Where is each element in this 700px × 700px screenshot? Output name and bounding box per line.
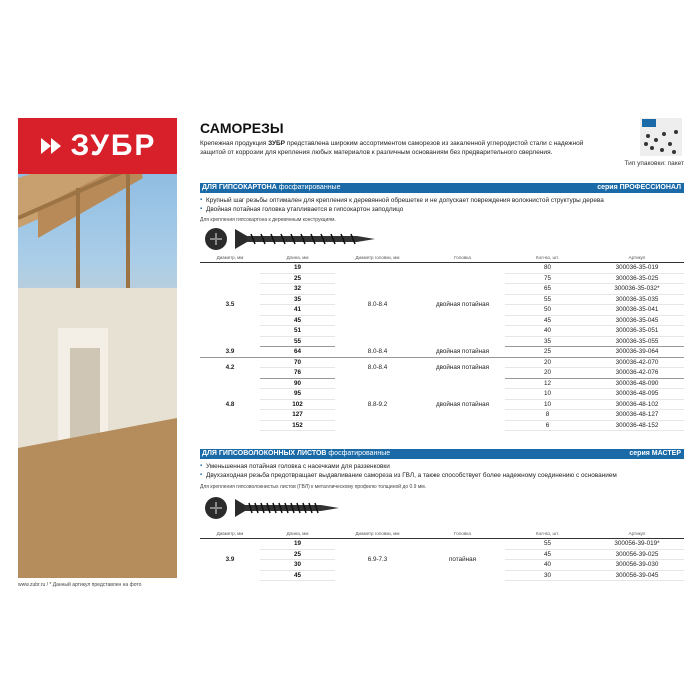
screw-gvl-image [203, 494, 343, 529]
section-bar-gypsum-fiber [200, 449, 684, 459]
table-row: 41 50 300036-35-041 [200, 305, 684, 316]
table-row: 127 8 300036-48-127 [200, 410, 684, 421]
col-qty: Кол-во, шт. [505, 528, 590, 539]
col-length: Длина, мм [260, 528, 335, 539]
table-row: 3.9 64 8.0-8.4 двойная потайная 25 300036-39-064 [200, 347, 684, 358]
section-bar-drywall [200, 183, 684, 193]
table-row: 51 40 300036-35-051 [200, 326, 684, 337]
table-row: 55 35 300036-35-055 [200, 336, 684, 347]
logo-emblem-icon [39, 134, 65, 158]
usage-note: Для крепления гипсокартона к деревянным конструкциям. [200, 217, 336, 223]
table-row: 4.2 70 8.0-8.4 двойная потайная 20 300036-42-070 [200, 357, 684, 368]
series-label: серия МАСТЕР [629, 450, 681, 457]
col-head-diameter: Диаметр головки, мм [335, 252, 420, 263]
brand-logo [18, 118, 177, 174]
col-diameter: Диаметр, мм [200, 252, 260, 263]
table-row: 4.8 90 8.8-9.2 двойная потайная 12 300036-48-090 [200, 378, 684, 389]
table-row: 45 45 300036-35-045 [200, 315, 684, 326]
intro-text: Крепежная продукция ЗУБР представлена широким ассортиментом саморезов из закаленной углеродистой стали с надежной защитой от коррозии для крепления любых материалов к различным основаниям без предварительного сверления. [200, 140, 584, 156]
logo-text: ЗУБР [70, 129, 157, 162]
col-head: Головка [420, 528, 505, 539]
feature-item: ▪ Двухзаходная резьба предотвращает выдавливание самореза из ГВЛ, а также способствует более надежному соединению с основанием [200, 471, 684, 480]
construction-photo [18, 118, 177, 578]
package-type-label: Тип упаковки: пакет [624, 160, 684, 167]
table-row: 102 10 300036-48-102 [200, 399, 684, 410]
feature-item: ▪ Двойная потайная головка утапливается в гипсокартон заподлицо [200, 205, 684, 214]
col-head-diameter: Диаметр головки, мм [335, 528, 420, 539]
table-row: 3.9 19 6.9-7.3 потайная 55 300056-39-019* [200, 539, 684, 550]
col-qty: Кол-во, шт. [505, 252, 590, 263]
feature-item: ▪ Уменьшенная потайная головка с насечками для раззенковки [200, 462, 684, 471]
feature-list [200, 462, 684, 480]
usage-note: Для крепления гипсоволокнистых листов (ГВЛ) к металлическому профилю толщиной до 0.9 мм. [200, 484, 427, 490]
series-label: серия ПРОФЕССИОНАЛ [597, 184, 681, 191]
table-row: 25 45 300056-39-025 [200, 549, 684, 560]
table-row: 25 75 300036-35-025 [200, 273, 684, 284]
package-image [640, 118, 682, 156]
section-title: ДЛЯ ГИПСОВОЛОКОННЫХ ЛИСТОВ фосфатированные [202, 450, 391, 457]
table-row: 3.5 19 8.0-8.4 двойная потайная 80 300036-35-019 [200, 263, 684, 274]
col-length: Длина, мм [260, 252, 335, 263]
table-row: 152 6 300036-48-152 [200, 420, 684, 431]
feature-item: ▪ Крупный шаг резьбы оптимален для крепления к деревянной обрешетке и не допускает повреждения волокнистой структуры дерева [200, 196, 684, 205]
col-head: Головка [420, 252, 505, 263]
table-row: 95 10 300036-48-095 [200, 389, 684, 400]
table-row: 45 30 300056-39-045 [200, 570, 684, 581]
table-row: 30 40 300056-39-030 [200, 560, 684, 571]
section-title: ДЛЯ ГИПСОКАРТОНА фосфатированные [202, 184, 341, 191]
footer-note: www.zubr.ru / * Данный артикул представлен на фото [18, 582, 142, 588]
col-article: Артикул [590, 528, 684, 539]
spec-table-drywall [200, 252, 684, 431]
table-row: 32 65 300036-35-032* [200, 284, 684, 295]
col-diameter: Диаметр, мм [200, 528, 260, 539]
table-row: 35 55 300036-35-035 [200, 294, 684, 305]
feature-list [200, 196, 684, 214]
page-title: САМОРЕЗЫ [200, 120, 284, 136]
table-row: 76 20 300036-42-076 [200, 368, 684, 379]
spec-table-gypsum-fiber [200, 528, 684, 581]
col-article: Артикул [590, 252, 684, 263]
